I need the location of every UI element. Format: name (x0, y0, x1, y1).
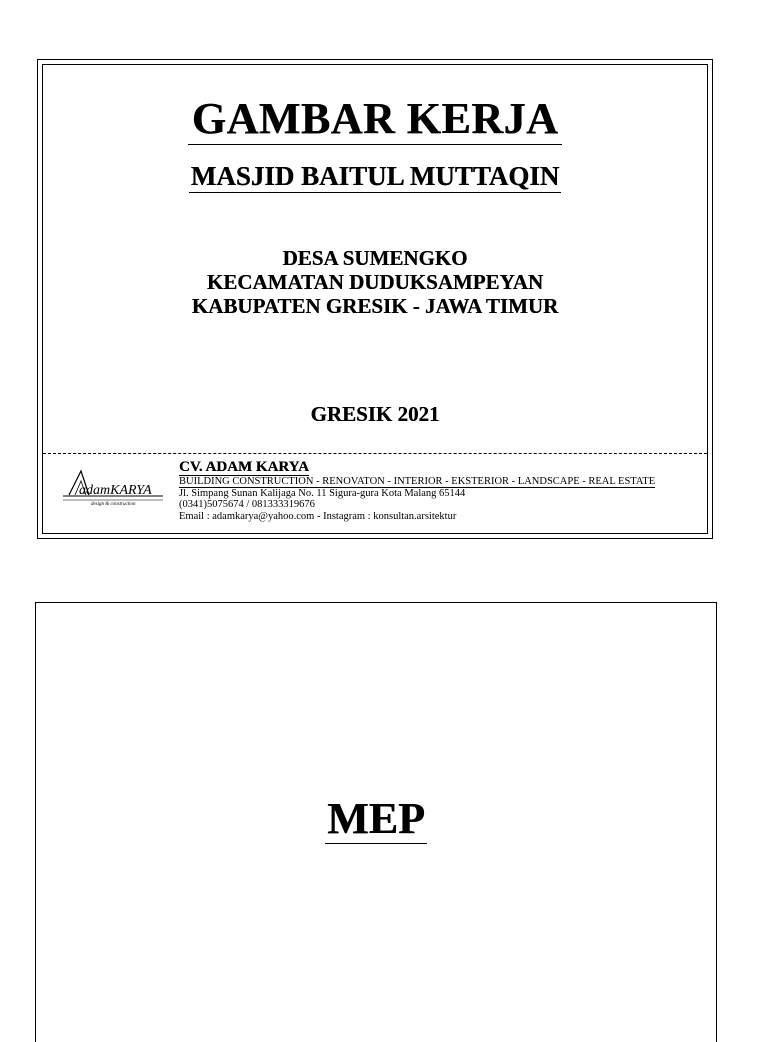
company-info (179, 459, 699, 522)
svg-text:adamKARYA: adamKARYA (79, 483, 152, 498)
location-district: KECAMATAN DUDUKSAMPEYAN (206, 270, 544, 294)
location-regency: KABUPATEN GRESIK - JAWA TIMUR (191, 294, 559, 318)
company-phone: (0341)5075674 / 081333319676 (179, 499, 315, 510)
project-name: MASJID BAITUL MUTTAQIN (190, 161, 560, 191)
cover-sheet (37, 59, 713, 539)
svg-text:design & construction: design & construction (91, 502, 136, 507)
city-year: GRESIK 2021 (310, 402, 440, 426)
company-contact: Email : adamkarya@yahoo.com - Instagram : konsultan.arsitektur (179, 510, 457, 522)
drawing-title: GAMBAR KERJA (43, 93, 707, 144)
company-address: Jl. Simpang Sunan Kalijaga No. 11 Sigura-gura Kota Malang 65144 (179, 487, 466, 499)
cover-frame (42, 64, 708, 534)
company-logo (59, 465, 169, 507)
company-services: BUILDING CONSTRUCTION - RENOVATON - INTERIOR - EKSTERIOR - LANDSCAPE - REAL ESTATE (179, 476, 656, 487)
location-village: DESA SUMENGKO (282, 246, 468, 270)
section-title: MEP (327, 794, 425, 843)
section-sheet (35, 602, 717, 1042)
company-name: CV. ADAM KARYA (179, 459, 309, 475)
title-block-divider (43, 453, 707, 454)
